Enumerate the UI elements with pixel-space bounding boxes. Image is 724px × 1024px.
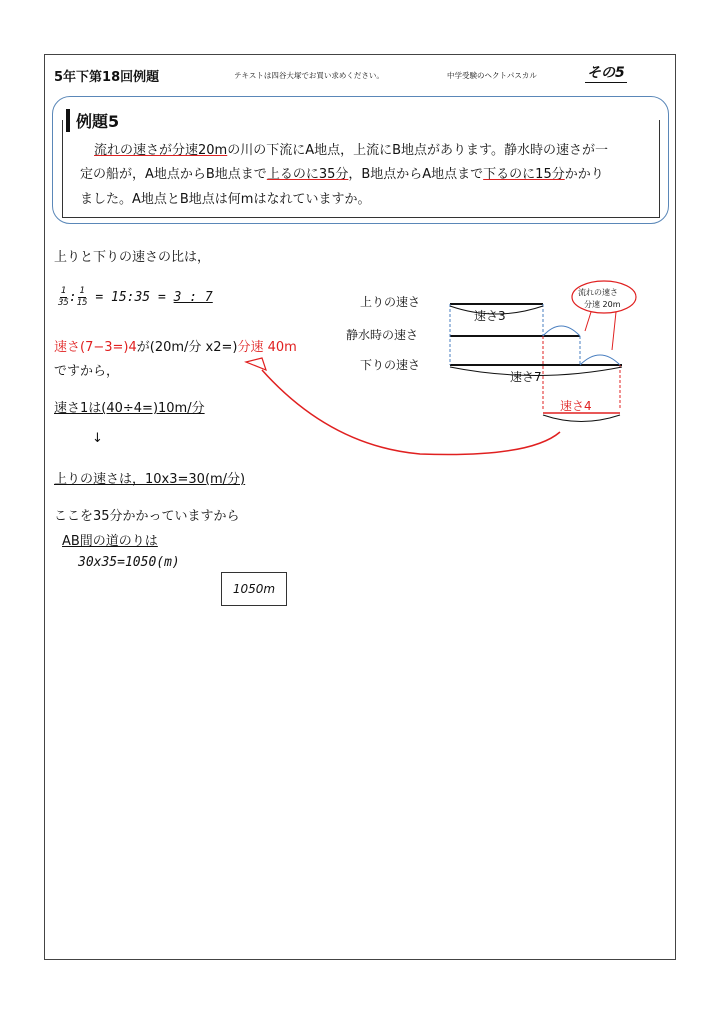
- ab-distance-label: AB間の道のりは: [62, 534, 158, 549]
- ratio-result: 3 : 7: [173, 290, 213, 305]
- problem-line-3: ました。A地点とB地点は何mはなれていますか。: [80, 192, 371, 207]
- current-arc-1: [543, 326, 580, 336]
- bubble-pointer-2: [612, 312, 616, 350]
- current-arc-2: [580, 355, 620, 365]
- distance-calc: 30x35=1050(m): [78, 555, 180, 570]
- label-speed3: 速さ3: [474, 309, 506, 323]
- problem-text: 上るのに35分: [266, 167, 349, 182]
- up-speed: 上りの速さは，10x3=30(m/分): [54, 472, 246, 487]
- label-still-speed: 静水時の速さ: [346, 328, 419, 342]
- problem-text: 下るのに15分: [483, 167, 565, 182]
- problem-text: の川の下流にA地点，上流にB地点があります。静水時の速さが一: [227, 143, 609, 158]
- label-speed7: 速さ7: [510, 370, 542, 384]
- numerator: 1: [79, 286, 85, 296]
- problem-text: かかり: [564, 167, 604, 182]
- problem-label: 例題5: [66, 109, 119, 132]
- label-up-speed: 上りの速さ: [360, 295, 421, 309]
- time-line: ここを35分かかっていますから: [54, 509, 240, 524]
- speed-40: 分速 40m: [237, 340, 297, 355]
- problem-text: 流れの速さが: [94, 143, 173, 158]
- current-bubble: [572, 281, 636, 313]
- solution-desu: ですから，: [54, 364, 120, 379]
- denominator: 15: [76, 298, 88, 308]
- brace-speed3: [450, 306, 543, 314]
- brace-speed4: [543, 415, 620, 422]
- header-note: テキストは四谷大塚でお買い求めください。: [234, 71, 384, 80]
- ratio-mid: = 15:35 =: [95, 290, 166, 305]
- bubble-pointer-1: [585, 312, 591, 331]
- denominator: 35: [58, 298, 69, 308]
- brace-speed7: [450, 367, 622, 376]
- label-speed4: 速さ4: [560, 399, 592, 413]
- ratio-equation: $\frac{1}{35}$ : $\frac{1}{15}$ = 15:35 = 3 : 7: [58, 286, 213, 308]
- speed-diff: 速さ(7−3=)4: [54, 340, 137, 355]
- problem-text: 定の船が，A地点からB地点まで: [80, 167, 267, 182]
- bubble-line-1: 流れの速さ: [578, 288, 618, 297]
- header-part: その5: [585, 62, 627, 83]
- header-title: 5年下第18回例題: [54, 70, 160, 85]
- down-arrow-icon: ↓: [92, 431, 103, 446]
- problem-text: ，B地点からA地点まで: [348, 167, 484, 182]
- red-arrow-head-icon: [246, 358, 266, 370]
- speed-one: 速さ1は(40÷4=)10m/分: [54, 401, 205, 416]
- numerator: 1: [60, 286, 67, 296]
- red-arrow-curve: [262, 370, 560, 455]
- bubble-line-2: 分速 20m: [584, 300, 621, 309]
- current-double: が(20m/分 x2=): [136, 340, 238, 355]
- answer-box: 1050m: [221, 572, 287, 606]
- label-down-speed: 下りの速さ: [360, 358, 421, 372]
- header-series: 中学受験のヘクトパスカル: [447, 71, 537, 80]
- solution-line-ratio-intro: 上りと下りの速さの比は，: [54, 250, 211, 265]
- problem-text: 分速20m: [172, 143, 228, 158]
